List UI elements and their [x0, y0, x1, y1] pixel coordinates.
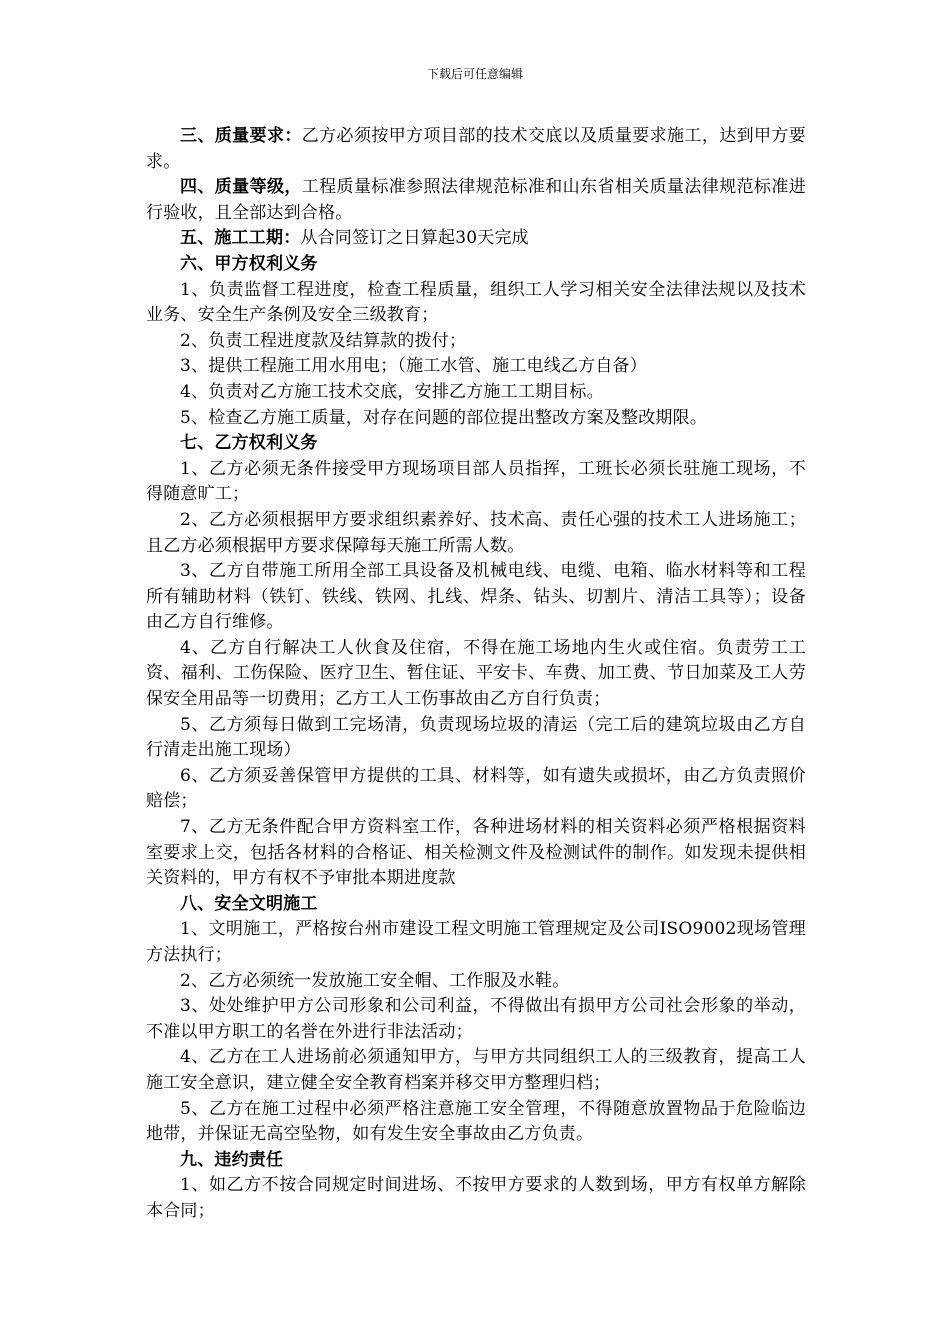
- section-heading: [146, 892, 806, 918]
- paragraph: [146, 994, 806, 1045]
- paragraph-text: 4、负责对乙方施工技术交底，安排乙方施工工期目标。: [180, 381, 604, 402]
- document-body: [146, 124, 806, 1225]
- paragraph: [146, 815, 806, 892]
- paragraph-text: 3、乙方自带施工所用全部工具设备及机械电线、电缆、电箱、临水材料等和工程所有辅助材料（铁钉、铁线、铁网、扎线、焊条、钻头、切割片、清洁工具等）；设备由乙方自行维修。: [146, 561, 806, 633]
- paragraph: [146, 1173, 806, 1224]
- paragraph: [146, 713, 806, 764]
- section-heading: [146, 1148, 806, 1174]
- paragraph: [146, 380, 806, 406]
- paragraph-text: 6、乙方须妥善保管甲方提供的工具、材料等，如有遗失或损坏，由乙方负责照价赔偿；: [146, 765, 806, 812]
- paragraph-text: 1、如乙方不按合同规定时间进场、不按甲方要求的人数到场，甲方有权单方解除本合同；: [146, 1175, 806, 1221]
- paragraph-text: 4、乙方自行解决工人伙食及住宿，不得在施工场地内生火或住宿。负责劳工工资、福利、工伤保险、医疗卫生、暂住证、平安卡、车费、加工费、节日加菜及工人劳保安全用品等一切费用；乙方工人工伤事故由乙方自行负责；: [146, 637, 806, 710]
- paragraph-text: 3、处处维护甲方公司形象和公司利益，不得做出有损甲方公司社会形象的举动，不准以甲方职工的名誉在外进行非法活动；: [146, 996, 806, 1042]
- paragraph-label: 四、质量等级，: [180, 177, 302, 198]
- paragraph-text: 1、乙方必须无条件接受甲方现场项目部人员指挥，工班长必须长驻施工现场，不得随意旷工；: [146, 458, 806, 505]
- paragraph: [146, 969, 806, 995]
- paragraph-text: 从合同签订之日算起30天完成: [300, 228, 529, 249]
- paragraph: [146, 124, 806, 175]
- paragraph: [146, 457, 806, 508]
- paragraph: [146, 329, 806, 355]
- paragraph-text: 工程质量标准参照法律规范标准和山东省相关质量法律规范标准进行验收，且全部达到合格。: [146, 177, 806, 223]
- paragraph: [146, 1097, 806, 1148]
- paragraph: [146, 764, 806, 815]
- paragraph-text: 5、检查乙方施工质量，对存在问题的部位提出整改方案及整改期限。: [180, 407, 708, 428]
- paragraph-text: 乙方必须按甲方项目部的技术交底以及质量要求施工，达到甲方要求。: [146, 126, 806, 172]
- paragraph: [146, 278, 806, 329]
- paragraph-label: 九、违约责任: [180, 1149, 284, 1170]
- paragraph-label: 八、安全文明施工: [180, 893, 318, 914]
- paragraph: [146, 917, 806, 968]
- paragraph-label: 三、质量要求：: [180, 126, 302, 146]
- paragraph-label: 六、甲方权利义务: [180, 253, 318, 274]
- paragraph: [146, 508, 806, 559]
- paragraph: [146, 636, 806, 713]
- paragraph-text: 1、文明施工，严格按台州市建设工程文明施工管理规定及公司ISO9002现场管理方法执行；: [146, 919, 806, 965]
- paragraph-text: 1、负责监督工程进度，检查工程质量，组织工人学习相关安全法律法规以及技术业务、安全生产条例及安全三级教育；: [146, 279, 806, 326]
- paragraph: [146, 226, 806, 252]
- paragraph-label: 七、乙方权利义务: [180, 433, 318, 454]
- paragraph-label: 五、施工工期：: [180, 228, 301, 249]
- section-heading: [146, 252, 806, 278]
- paragraph: [146, 406, 806, 432]
- page-header: 下载后可任意编辑: [426, 67, 523, 81]
- paragraph-text: 3、提供工程施工用水用电；（施工水管、施工电线乙方自备）: [180, 356, 647, 377]
- paragraph: [146, 1045, 806, 1096]
- paragraph: [146, 559, 806, 636]
- paragraph-text: 2、乙方必须根据甲方要求组织素养好、技术高、责任心强的技术工人进场施工；且乙方必须根据甲方要求保障每天施工所需人数。: [146, 509, 806, 556]
- paragraph: [146, 175, 806, 226]
- paragraph: [146, 354, 806, 380]
- paragraph-text: 2、负责工程进度款及结算款的拨付；: [180, 330, 467, 351]
- paragraph-text: 2、乙方必须统一发放施工安全帽、工作服及水鞋。: [180, 970, 570, 991]
- paragraph-text: 4、乙方在工人进场前必须通知甲方，与甲方共同组织工人的三级教育，提高工人施工安全意识，建立健全安全教育档案并移交甲方整理归档；: [146, 1047, 806, 1093]
- paragraph-text: 5、乙方须每日做到工完场清，负责现场垃圾的清运（完工后的建筑垃圾由乙方自行清走出施工现场）: [146, 714, 806, 761]
- paragraph-text: 5、乙方在施工过程中必须严格注意施工安全管理，不得随意放置物品于危险临边地带，并保证无高空坠物，如有发生安全事故由乙方负责。: [146, 1098, 806, 1145]
- paragraph-text: 7、乙方无条件配合甲方资料室工作，各种进场材料的相关资料必须严格根据资料室要求上交，包括各材料的合格证、相关检测文件及检测试件的制作。如发现未提供相关资料的，甲方有权不予审批本期进度款: [146, 817, 806, 889]
- section-heading: [146, 431, 806, 457]
